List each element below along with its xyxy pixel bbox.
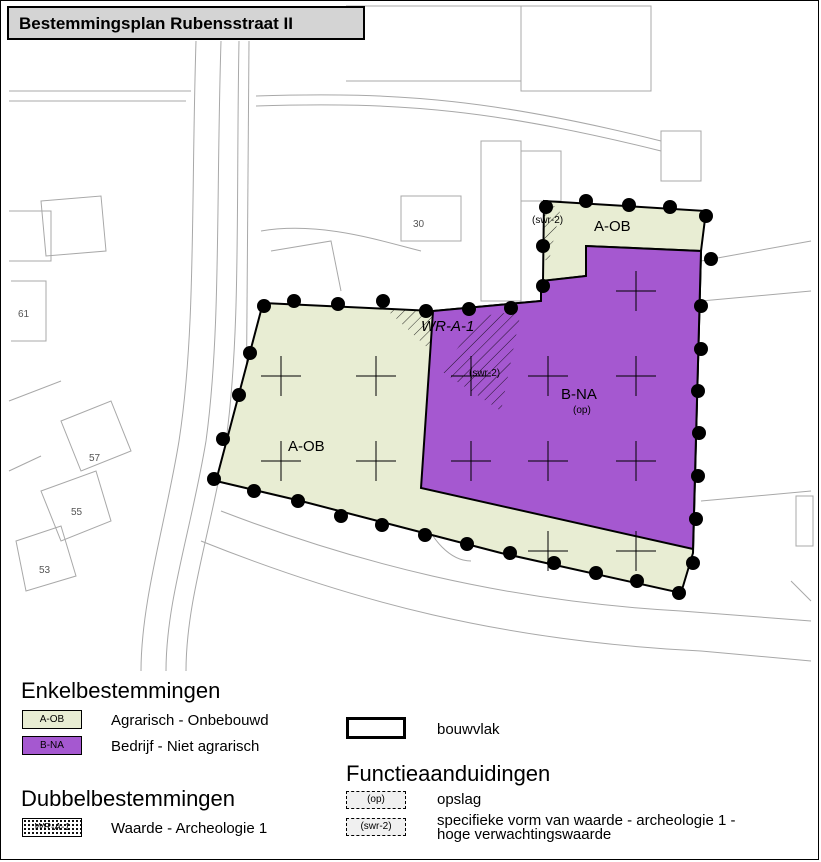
address-55: 55	[71, 507, 83, 518]
legend-swatch-bna	[22, 736, 82, 755]
legend-label-bouwvlak: bouwvlak	[437, 721, 500, 738]
legend-label-aob: Agrarisch - Onbebouwd	[111, 712, 269, 729]
legend-swatch-bouwvlak	[346, 717, 406, 739]
legend-code-bna: B-NA	[40, 740, 64, 751]
address-61: 61	[18, 309, 30, 320]
legend-swatch-op	[346, 791, 406, 809]
map-title-box	[7, 6, 365, 40]
legend-label-wr: Waarde - Archeologie 1	[111, 820, 268, 837]
legend-swatch-aob	[22, 710, 82, 729]
label-bna-op: (op)	[573, 405, 591, 416]
label-aob-small: A-OB	[594, 218, 631, 235]
address-53: 53	[39, 565, 51, 576]
legend-code-wr: WR-A-1	[34, 822, 70, 833]
label-bna: B-NA	[561, 386, 597, 403]
label-swr2-1: (swr-2)	[469, 368, 501, 379]
legend-label-bna: Bedrijf - Niet agrarisch	[111, 738, 260, 755]
legend-label-swr2: specifieke vorm van waarde - archeologie 1 -	[437, 812, 736, 829]
legend-code-aob: A-OB	[39, 714, 65, 725]
map-title: Bestemmingsplan Rubensstraat II	[19, 14, 293, 33]
label-aob-main: A-OB	[288, 438, 325, 455]
legend-heading-dubbel: Dubbelbestemmingen	[21, 786, 236, 811]
legend-code-swr2: (swr-2)	[360, 821, 392, 832]
address-30: 30	[413, 219, 425, 230]
legend-heading-functie: Functieaanduidingen	[346, 761, 551, 786]
label-swr2-2: (swr-2)	[532, 215, 564, 226]
legend-label-swr2-line2: hoge verwachtingswaarde	[437, 826, 612, 843]
zoning-map[interactable]	[1, 1, 820, 861]
legend-heading-enkel: Enkelbestemmingen	[21, 678, 221, 703]
legend-label-op: opslag	[437, 791, 482, 808]
legend-code-op: (op)	[367, 794, 385, 805]
label-wr-a1: WR-A-1	[421, 318, 475, 335]
address-57: 57	[89, 453, 101, 464]
legend-swatch-wr	[22, 818, 82, 837]
legend-swatch-swr2	[346, 818, 406, 836]
